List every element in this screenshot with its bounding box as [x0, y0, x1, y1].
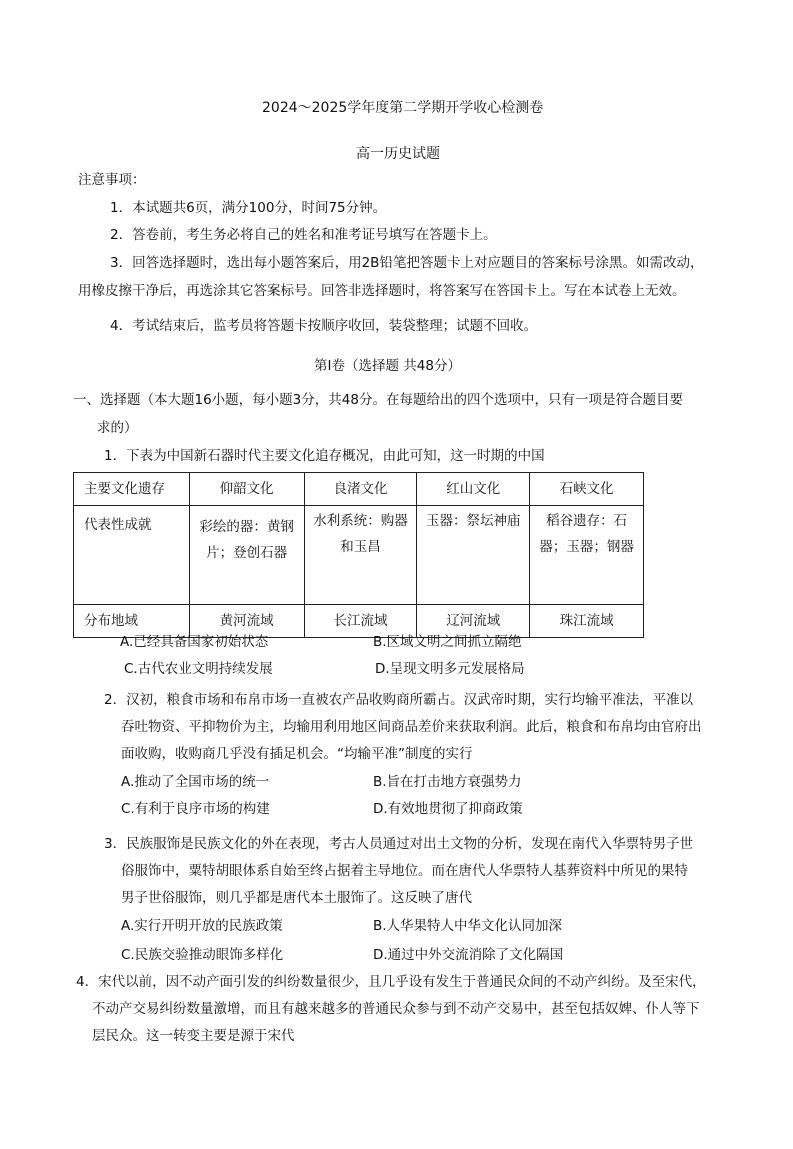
q2-option-a: A.推动了全国市场的统一: [121, 774, 270, 790]
table-cell: 黄河流域: [189, 605, 304, 638]
table-cell: 珠江流域: [530, 605, 644, 638]
q3-option-c: C.民族交验推动眼饰多样化: [121, 947, 284, 963]
table-cell: 彩绘的器：黄钢片；登创石器: [189, 506, 304, 605]
section-instructions-line1: 一、选择题（本大题16小题，每小题3分，共48分。在每题给出的四个选项中，只有一项是符合题目要: [73, 392, 683, 408]
q2-line3: 面收购，收购商几乎没有插足机会。“均输平准”制度的实行: [121, 746, 473, 762]
table-header-cell: 仰韶文化: [189, 473, 304, 506]
table-header-cell: 良渚文化: [304, 473, 417, 506]
q3-line1: 3．民族服饰是民族文化的外在表现，考古人员通过对出土文物的分析，发现在南代入华票特男子世: [104, 836, 694, 852]
q1-option-a: A.已经具备国家初始状态: [120, 634, 269, 650]
q1-option-d: D.呈现文明多元发展格局: [375, 661, 525, 677]
q3-line2: 俗服饰中，粟特胡眼体系自始至终占据着主导地位。而在唐代人华票特人基葬资料中所见的果特: [121, 863, 688, 879]
exam-title: 2024～2025学年度第二学期开学收心检测卷: [262, 100, 544, 116]
table-cell: 辽河流域: [417, 605, 530, 638]
q3-line3: 男子世俗服饰，则几乎都是唐代本土服饰了。这反映了唐代: [121, 890, 472, 906]
table-cell: 长江流域: [304, 605, 417, 638]
q1-stem: 1．下表为中国新石器时代主要文化追存概况，由此可知，这一时期的中国: [104, 448, 545, 464]
q2-line1: 2．汉初，粮食市场和布帛市场一直被农产品收购商所霸占。汉武帝时期，实行均输平准法，平准以: [104, 692, 694, 708]
q4-line2: 不动产交易纠纷数量激增，而且有越来越多的普通民众参与到不动产交易中，甚至包括奴婢、仆人等下: [92, 1001, 700, 1017]
table-cell: 稻谷遗存：石器；玉器；钢器: [530, 506, 644, 605]
q1-option-c: C.古代农业文明持续发展: [124, 661, 273, 677]
q3-option-b: B.人华果特人中华文化认同加深: [373, 918, 563, 934]
notice-item-4: 4．考试结束后，监考员将答题卡按顺序收回，装袋整理；试题不回收。: [110, 318, 538, 334]
table-header-row: [74, 473, 644, 506]
notice-item-1: 1．本试题共6页，满分100分，时间75分钟。: [110, 200, 387, 216]
table-header-cell: 红山文化: [417, 473, 530, 506]
notice-item-3-line1: 3．回答选择题时，选出每小题答案后，用2B铅笔把答题卡上对应题目的答案标号涂黑。如需改动，: [110, 255, 704, 271]
q2-line2: 吞吐物资、平抑物价为主，均输用利用地区间商品差价来获取利润。此后，粮食和布帛均由官府出: [121, 719, 702, 735]
q4-line3: 层民众。这一转变主要是源于宋代: [92, 1028, 295, 1044]
q2-option-c: C.有利于良序市场的构建: [121, 801, 270, 817]
table-cell: 玉器：祭坛神庙: [417, 506, 530, 605]
q1-option-b: B.区域文明之间抓立隔绝: [373, 634, 522, 650]
q2-option-b: B.旨在打击地方衰强势力: [373, 774, 522, 790]
section-title: 第Ⅰ卷（选择题 共48分）: [314, 358, 461, 374]
table-cell: 水利系统：购器和玉昌: [304, 506, 417, 605]
table-header-cell: 主要文化遗存: [74, 473, 190, 506]
table-row: [74, 506, 644, 605]
notice-item-2: 2．答卷前，考生务必将自己的姓名和准考证号填写在答题卡上。: [110, 227, 497, 243]
table-row-label: 代表性成就: [74, 506, 190, 605]
section-instructions-line2: 求的）: [97, 420, 138, 436]
table-header-cell: 石峡文化: [530, 473, 644, 506]
notice-heading: 注意事项：: [78, 172, 146, 188]
q2-option-d: D.有效地贯彻了抑商政策: [373, 801, 523, 817]
q4-line1: 4．宋代以前，因不动产面引发的纠纷数量很少，且几乎设有发生于普通民众间的不动产纠纷。及至宋代，: [76, 974, 706, 990]
notice-item-3-line2: 用橡皮擦干净后，再选涂其它答案标号。回答非选择题时，将答案写在答国卡上。写在本试卷上无效。: [78, 283, 686, 299]
q3-option-a: A.实行开明开放的民族政策: [121, 918, 283, 934]
q3-option-d: D.通过中外交流消除了文化隔国: [373, 947, 564, 963]
culture-table: [73, 472, 644, 638]
subject-title: 高一历史试题: [356, 146, 440, 162]
table-row-label: 分布地域: [74, 605, 190, 638]
